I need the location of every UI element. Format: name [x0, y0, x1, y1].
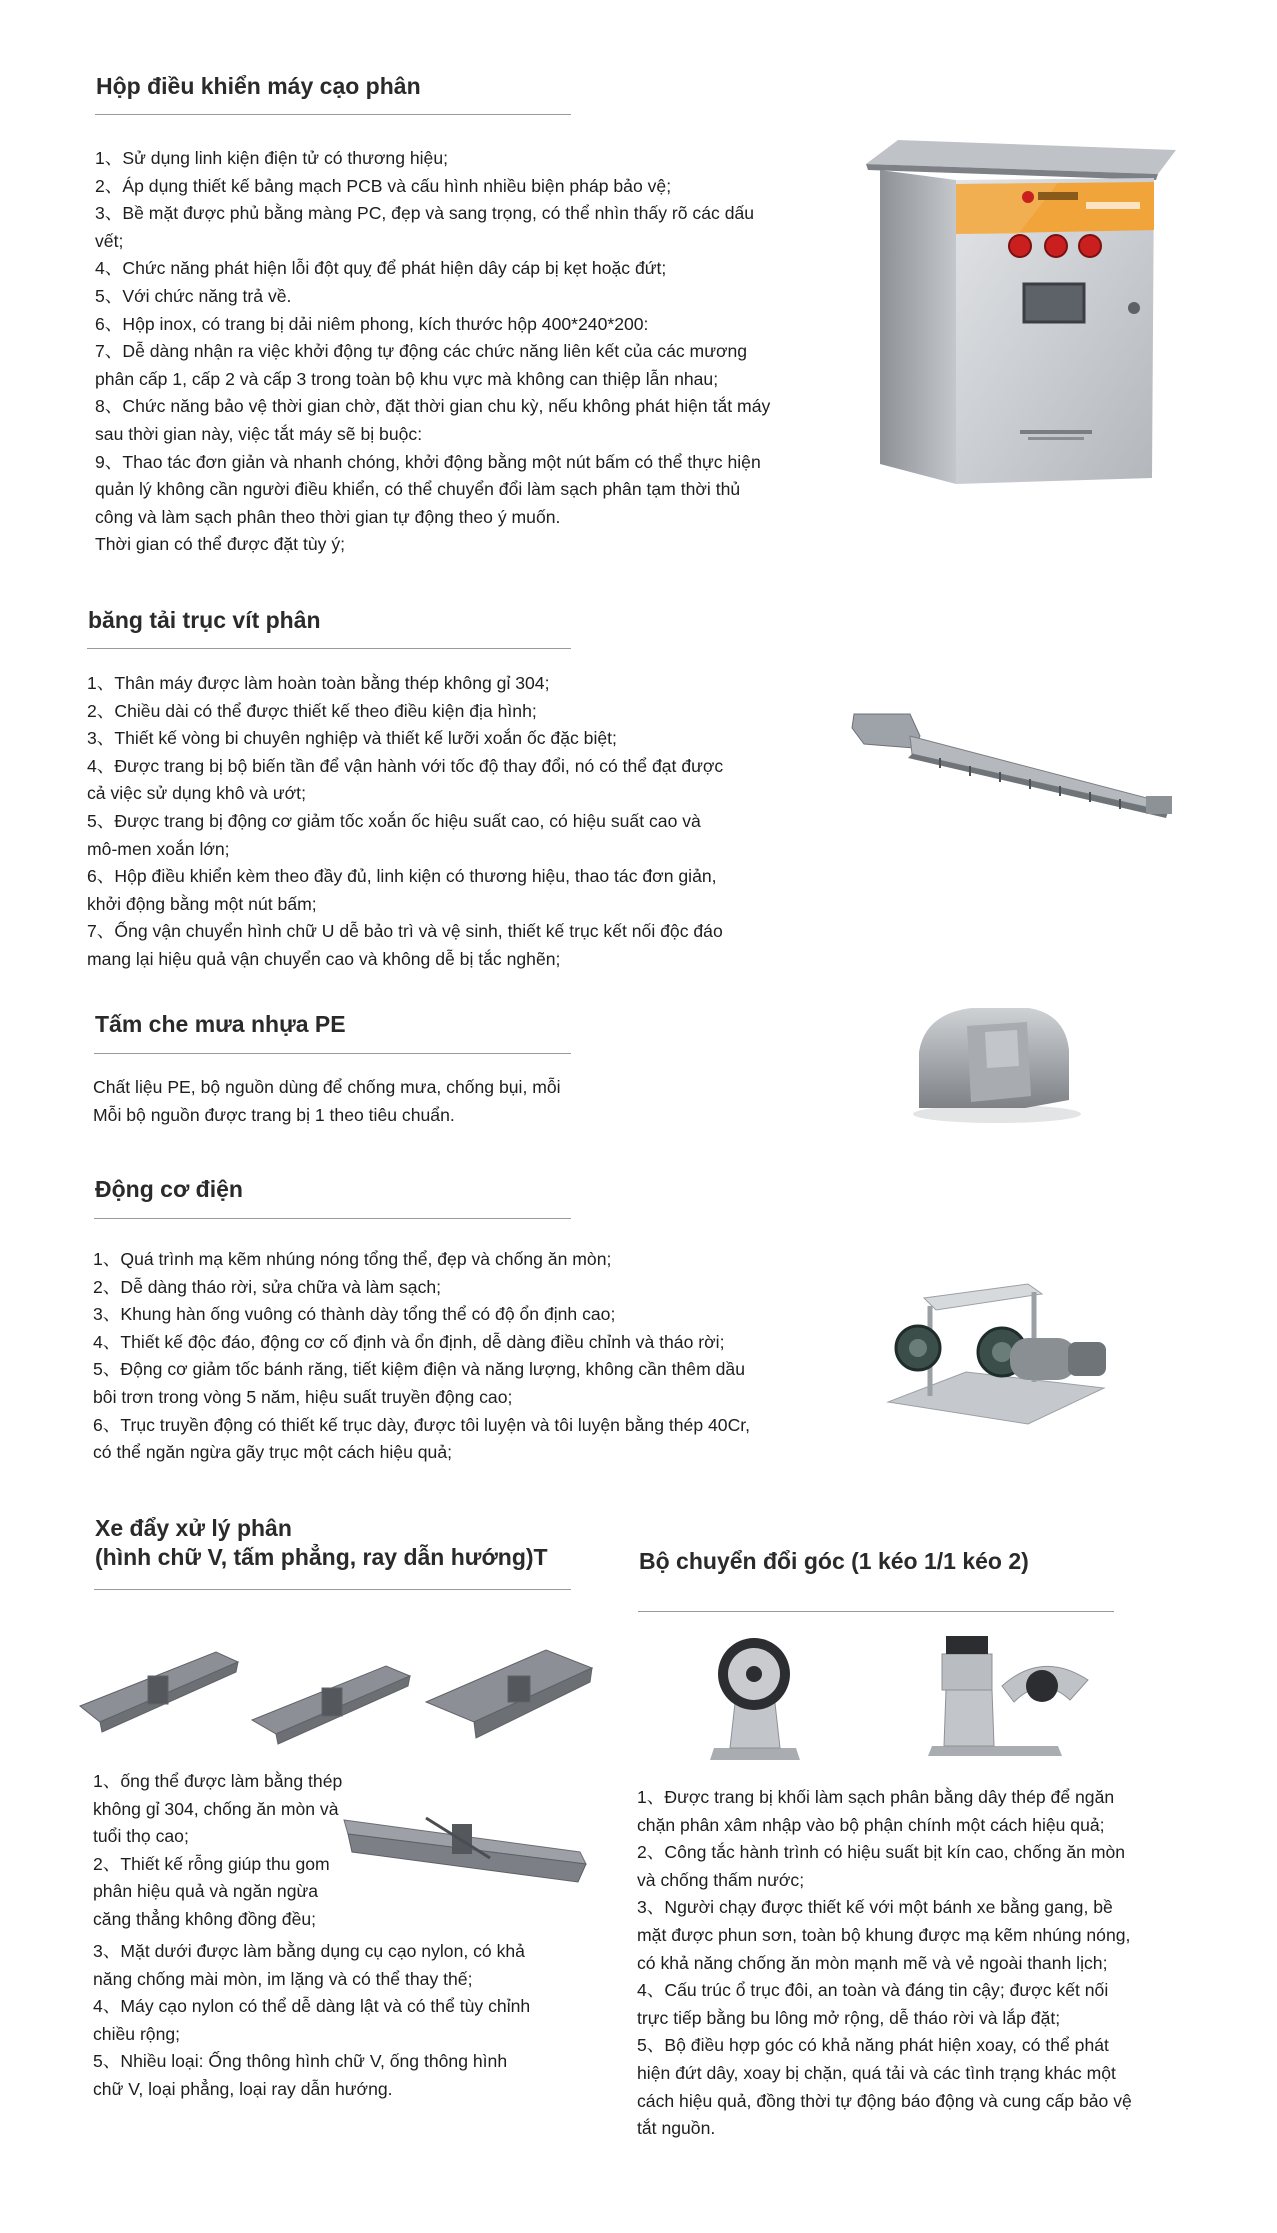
text-line: sau thời gian này, việc tắt máy sẽ bị buộc: — [95, 423, 423, 444]
motor-description — [93, 1246, 750, 1467]
text-line: 4、Chức năng phát hiện lỗi đột quỵ để phát hiện dây cáp bị kẹt hoặc đứt; — [95, 258, 667, 279]
text-line: mặt được phun sơn, toàn bộ khung được mạ kẽm nhúng nóng, — [637, 1924, 1131, 1945]
text-line: chữ V, loại phẳng, loại ray dẫn hướng. — [93, 2078, 393, 2099]
control-box-illustration — [858, 134, 1178, 488]
text-line: 2、Dễ dàng tháo rời, sửa chữa và làm sạch; — [93, 1276, 442, 1297]
text-line: vết; — [95, 230, 124, 251]
text-line: 1、ống thể được làm bằng thép — [93, 1771, 343, 1791]
motor-title: Động cơ điện — [95, 1176, 243, 1202]
rain-cover-description — [93, 1074, 561, 1129]
rain-cover-illustration — [905, 996, 1085, 1128]
text-line: 6、Hộp inox, có trang bị dải niêm phong, kích thước hộp 400*240*200: — [95, 313, 649, 334]
text-line: không gỉ 304, chống ăn mòn và — [93, 1798, 339, 1819]
text-line: 4、Thiết kế độc đáo, động cơ cố định và ổn định, dễ dàng điều chỉnh và tháo rời; — [93, 1331, 725, 1352]
scraper-flat — [252, 1666, 410, 1744]
text-line: 5、Nhiều loại: Ống thông hình chữ V, ống thông hình — [93, 2051, 508, 2072]
control-box-divider — [95, 114, 571, 115]
corner-converter-description — [637, 1784, 1132, 2143]
text-line: 3、Người chạy được thiết kế với một bánh xe bằng gang, bề — [637, 1897, 1113, 1918]
scraper-cart-description-a — [93, 1768, 342, 1934]
text-line: 5、Bộ điều hợp góc có khả năng phát hiện xoay, có thể phát — [637, 2035, 1109, 2056]
scraper-illustration-set — [76, 1626, 600, 1758]
text-line: 1、Được trang bị khối làm sạch phân bằng dây thép để ngăn — [637, 1787, 1115, 1807]
text-line: 1、Thân máy được làm hoàn toàn bằng thép không gỉ 304; — [87, 673, 550, 693]
text-line: cả việc sử dụng khô và ướt; — [87, 783, 306, 804]
text-line: chiều rộng; — [93, 2023, 181, 2044]
rain-cover-divider — [94, 1053, 571, 1054]
rain-cover-title: Tấm che mưa nhựa PE — [95, 1011, 346, 1037]
text-line: 3、Bề mặt được phủ bằng màng PC, đẹp và sang trọng, có thể nhìn thấy rõ các dấu — [95, 203, 755, 224]
text-line: có khả năng chống ăn mòn mạnh mẽ và vẻ ngoài thanh lịch; — [637, 1952, 1108, 1973]
text-line: mô-men xoắn lớn; — [87, 838, 230, 859]
screw-conveyor-description — [87, 670, 723, 974]
text-line: 8、Chức năng bảo vệ thời gian chờ, đặt thời gian chu kỳ, nếu không phát hiện tắt máy — [95, 396, 771, 417]
text-line: tắt nguồn. — [637, 2118, 716, 2139]
text-line: 5、Với chức năng trả về. — [95, 285, 292, 306]
text-line: 7、Dễ dàng nhận ra việc khởi động tự động các chức năng liên kết của các mương — [95, 341, 748, 362]
scraper-cart-title — [95, 1514, 548, 1572]
text-line: hiện đứt dây, xoay bị chặn, quá tải và các tình trạng khác một — [637, 2062, 1116, 2083]
text-line: chặn phân xâm nhập vào bộ phận chính một cách hiệu quả; — [637, 1814, 1105, 1835]
text-line: 3、Thiết kế vòng bi chuyên nghiệp và thiết kế lưỡi xoắn ốc đặc biệt; — [87, 728, 617, 749]
scraper-illustration-single — [340, 1812, 590, 1896]
text-line: 1、Quá trình mạ kẽm nhúng nóng tổng thể, đẹp và chống ăn mòn; — [93, 1249, 612, 1269]
text-line: 6、Trục truyền động có thiết kế trục dày, được tôi luyện và tôi luyện bằng thép 40Cr, — [93, 1414, 751, 1435]
screw-conveyor-title: băng tải trục vít phân — [88, 607, 321, 633]
text-line: 5、Động cơ giảm tốc bánh răng, tiết kiệm điện và năng lượng, không cần thêm dầu — [93, 1359, 745, 1380]
corner-wheel-illustration — [700, 1630, 810, 1770]
text-line: 5、Được trang bị động cơ giảm tốc xoắn ốc hiệu suất cao, có hiệu suất cao và — [87, 810, 701, 831]
text-line: mang lại hiệu quả vận chuyển cao và không dễ bị tắc nghẽn; — [87, 948, 561, 969]
text-line: căng thẳng không đồng đều; — [93, 1908, 317, 1929]
text-line: 3、Mặt dưới được làm bằng dụng cụ cạo nylon, có khả — [93, 1941, 525, 1961]
control-box-title: Hộp điều khiển máy cạo phân — [96, 73, 421, 99]
scraper-cart-divider — [94, 1589, 571, 1590]
text-line: 3、Khung hàn ống vuông có thành dày tổng thể có độ ổn định cao; — [93, 1304, 616, 1325]
corner-converter-title: Bộ chuyển đổi góc (1 kéo 1/1 kéo 2) — [639, 1548, 1029, 1574]
text-line: 7、Ống vận chuyển hình chữ U dễ bảo trì và vệ sinh, thiết kế trục kết nối độc đáo — [87, 921, 723, 942]
text-line: phân hiệu quả và ngăn ngừa — [93, 1881, 319, 1902]
scraper-cart-description-b — [93, 1938, 530, 2104]
text-line: tuổi thọ cao; — [93, 1826, 189, 1847]
text-line: có thể ngăn ngừa gãy trục một cách hiệu quả; — [93, 1442, 452, 1463]
scraper-guide-rail — [426, 1650, 592, 1738]
scraper-cart-title-line1: Xe đẩy xử lý phân — [95, 1515, 292, 1541]
text-line: năng chống mài mòn, im lặng và có thể thay thế; — [93, 1968, 473, 1989]
scraper-v-shape — [80, 1652, 238, 1732]
text-line: 9、Thao tác đơn giản và nhanh chóng, khởi động bằng một nút bấm có thể thực hiện — [95, 451, 761, 472]
text-line: 4、Được trang bị bộ biến tần để vận hành với tốc độ thay đổi, nó có thể đạt được — [87, 755, 724, 776]
text-line: quản lý không cần người điều khiển, có thể chuyển đổi làm sạch phân tạm thời thủ — [95, 479, 741, 500]
text-line: Thời gian có thể được đặt tùy ý; — [95, 534, 346, 555]
corner-double-illustration — [922, 1630, 1096, 1770]
text-line: 6、Hộp điều khiển kèm theo đầy đủ, linh kiện có thương hiệu, thao tác đơn giản, — [87, 866, 717, 887]
text-line: cách hiệu quả, đồng thời tự động báo động và cung cấp bảo vệ — [637, 2090, 1132, 2111]
control-box-description — [95, 145, 770, 559]
motor-divider — [94, 1218, 571, 1219]
text-line: 2、Chiều dài có thể được thiết kế theo điều kiện địa hình; — [87, 700, 537, 721]
text-line: Chất liệu PE, bộ nguồn dùng để chống mưa, chống bụi, mỗi — [93, 1077, 561, 1097]
screw-conveyor-illustration — [850, 706, 1175, 826]
text-line: Mỗi bộ nguồn được trang bị 1 theo tiêu chuẩn. — [93, 1104, 455, 1125]
screw-conveyor-divider — [87, 648, 571, 649]
text-line: 2、Công tắc hành trình có hiệu suất bịt kín cao, chống ăn mòn — [637, 1842, 1126, 1863]
text-line: 4、Máy cạo nylon có thể dễ dàng lật và có thể tùy chỉnh — [93, 1996, 531, 2017]
text-line: 2、Thiết kế rỗng giúp thu gom — [93, 1853, 330, 1874]
scraper-cart-title-line2: (hình chữ V, tấm phẳng, ray dẫn hướng)T — [95, 1544, 548, 1570]
text-line: 4、Cấu trúc ổ trục đôi, an toàn và đáng tin cậy; được kết nối — [637, 1980, 1109, 2001]
text-line: và chống thấm nước; — [637, 1869, 805, 1890]
text-line: trực tiếp bằng bu lông mở rộng, dễ tháo rời và lắp đặt; — [637, 2007, 1061, 2028]
text-line: 2、Áp dụng thiết kế bảng mạch PCB và cấu hình nhiều biện pháp bảo vệ; — [95, 175, 672, 196]
text-line: 1、Sử dụng linh kiện điện tử có thương hiệu; — [95, 148, 449, 168]
text-line: khởi động bằng một nút bấm; — [87, 893, 317, 914]
text-line: phân cấp 1, cấp 2 và cấp 3 trong toàn bộ khu vực mà không can thiệp lẫn nhau; — [95, 368, 719, 389]
text-line: bôi trơn trong vòng 5 năm, hiệu suất truyền động cao; — [93, 1386, 513, 1407]
corner-converter-divider — [638, 1611, 1114, 1612]
motor-illustration — [878, 1278, 1118, 1428]
text-line: công và làm sạch phân theo thời gian tự động theo ý muốn. — [95, 506, 561, 527]
